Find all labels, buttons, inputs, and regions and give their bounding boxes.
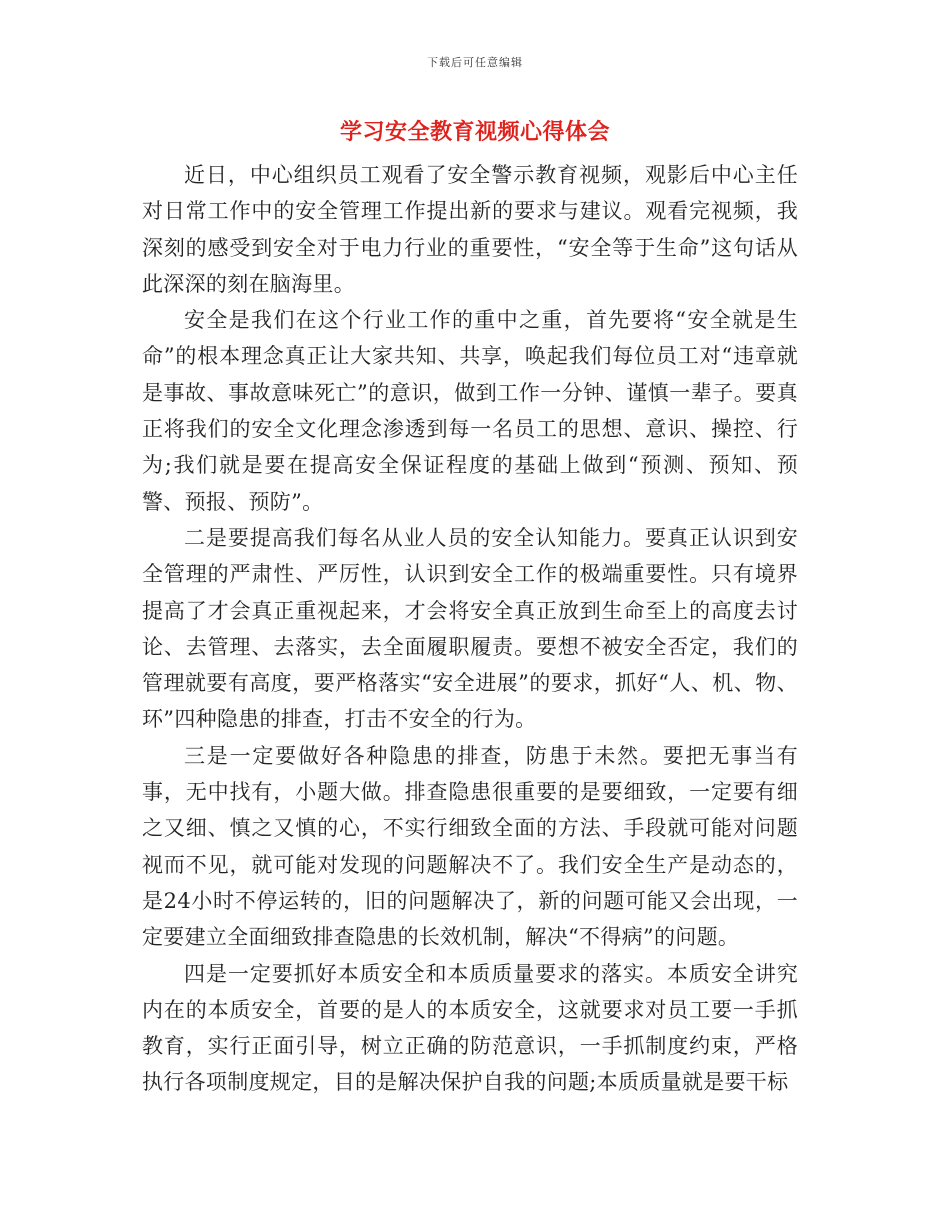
body-paragraph: 三是一定要做好各种隐患的排查，防患于未然。要把无事当有事，无中找有，小题大做。排查隐患很重要的是要细致，一定要有细之又细、慎之又慎的心，不实行细致全面的方法、手段就可能对问题视而不见，就可能对发现的问题解决不了。我们安全生产是动态的，是24小时不停运转的，旧的问题解决了，新的问题可能又会出现，一定要建立全面细致排查隐患的长效机制，解决“不得病”的问题。	[142, 743, 798, 950]
body-paragraph: 安全是我们在这个行业工作的重中之重，首先要将“安全就是生命”的根本理念真正让大家共知、共享，唤起我们每位员工对“违章就是事故、事故意味死亡”的意识，做到工作一分钟、谨慎一辈子。要真正将我们的安全文化理念渗透到每一名员工的思想、意识、操控、行为;我们就是要在提高安全保证程度的基础上做到“预测、预知、预警、预报、预防”。	[142, 308, 798, 514]
body-paragraph: 四是一定要抓好本质安全和本质质量要求的落实。本质安全讲究内在的本质安全，首要的是人的本质安全，这就要求对员工要一手抓教育，实行正面引导，树立正确的防范意识，一手抓制度约束，严格执行各项制度规定，目的是解决保护自我的问题;本质质量就是要干标	[142, 961, 798, 1095]
header-note: 下载后可任意编辑	[427, 56, 523, 69]
body-paragraph: 近日，中心组织员工观看了安全警示教育视频，观影后中心主任对日常工作中的安全管理工作提出新的要求与建议。观看完视频，我深刻的感受到安全对于电力行业的重要性，“安全等于生命”这句话从此深深的刻在脑海里。	[142, 163, 798, 296]
document-body	[142, 157, 798, 1101]
body-paragraph: 二是要提高我们每名从业人员的安全认知能力。要真正认识到安全管理的严肃性、严厉性，认识到安全工作的极端重要性。只有境界提高了才会真正重视起来，才会将安全真正放到生命至上的高度去讨论、去管理、去落实，去全面履职履责。要想不被安全否定，我们的管理就要有高度，要严格落实“安全进展”的要求，抓好“人、机、物、环”四种隐患的排查，打击不安全的行为。	[142, 525, 798, 732]
document-title: 学习安全教育视频心得体会	[339, 120, 610, 145]
